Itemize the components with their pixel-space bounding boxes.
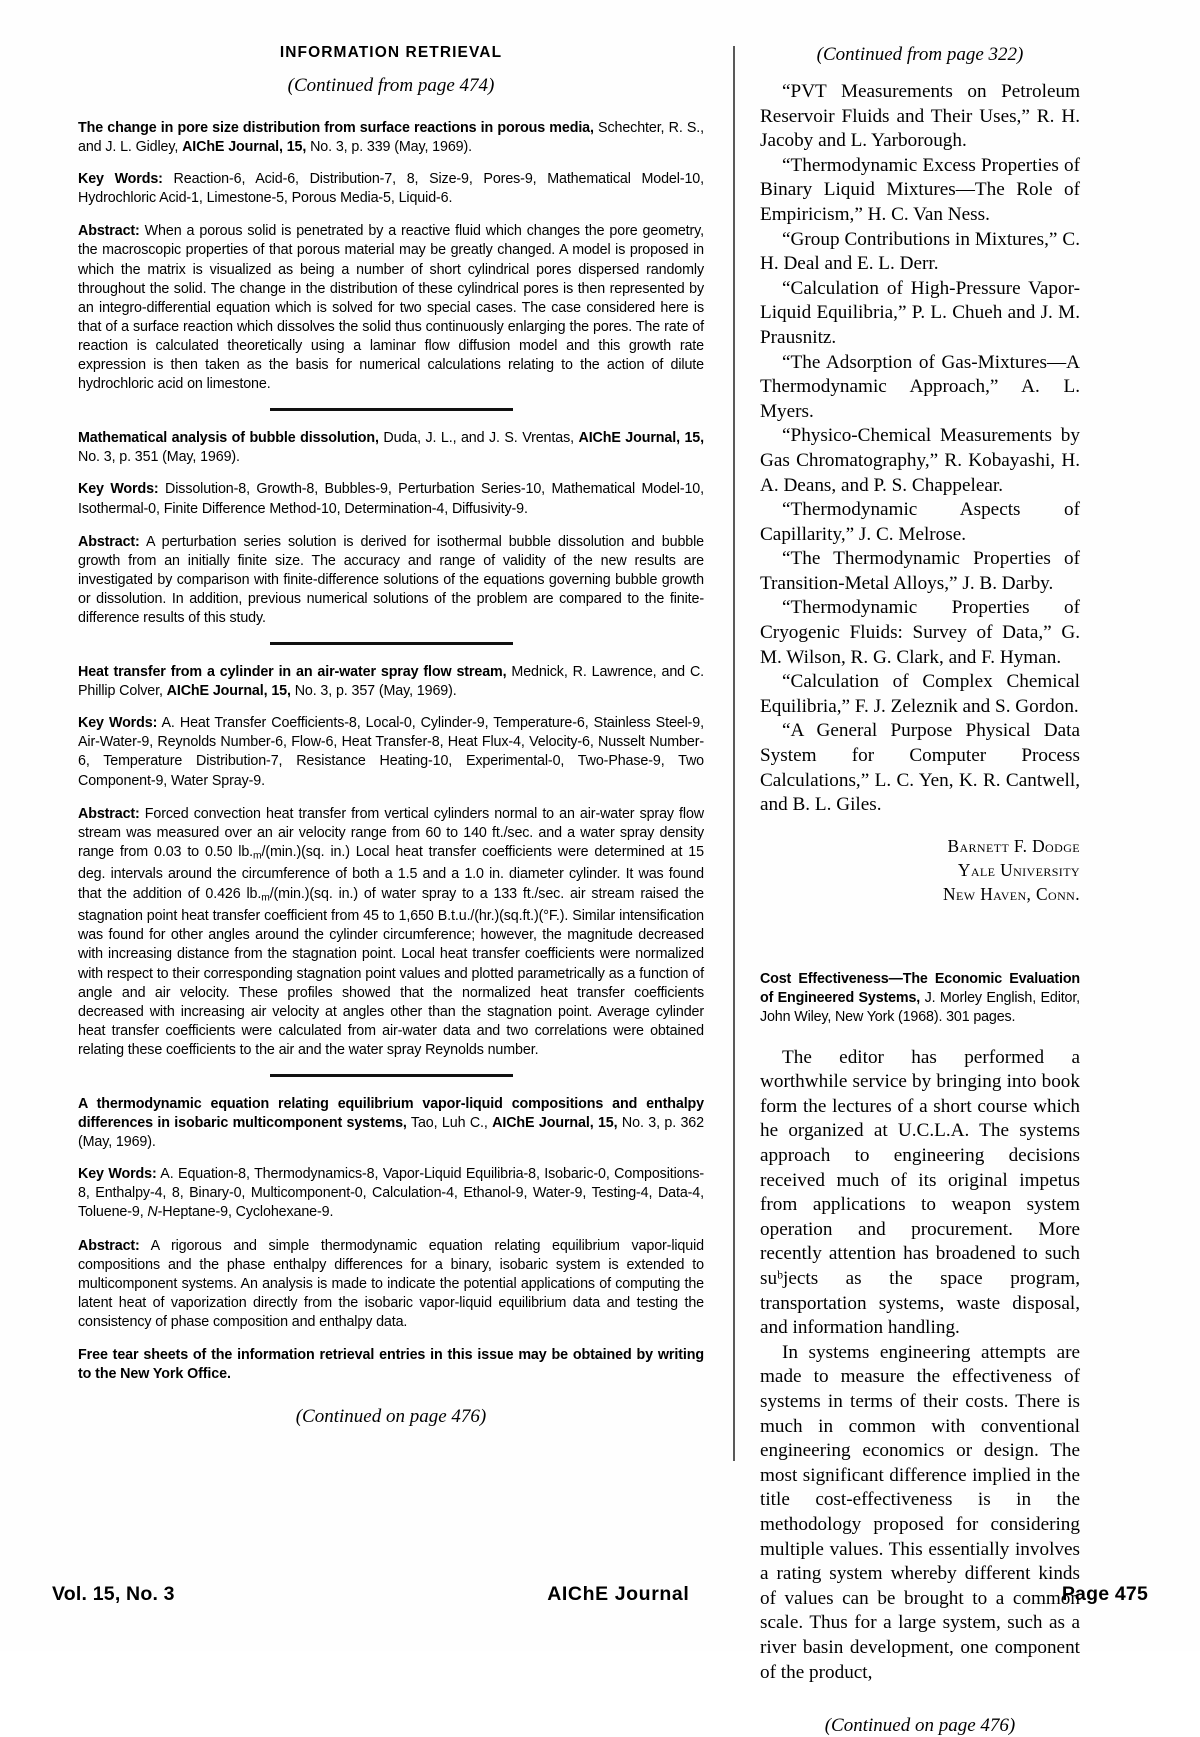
entry-journal: AIChE Journal, 15, bbox=[166, 683, 291, 700]
entry-abstract bbox=[78, 805, 704, 1060]
list-item: “Calculation of Complex Chemical Equilibria,” F. J. Zeleznik and S. Gordon. bbox=[760, 671, 1080, 717]
footer-volume: Vol. 15, No. 3 bbox=[52, 1583, 175, 1605]
abstract-text: A perturbation series solution is derived for isothermal bubble dissolution and bubble growth from an initially finite size. The accuracy and range of validity of the new results are investigated by comparison with finite-difference solutions of the equations governing bubble growth or dissolution. In addition, previous numerical solutions of the problem are compared to the finite-difference results of this study. bbox=[78, 533, 704, 626]
abstract-text-part3: /(min.)(sq. in.) of water spray to a 133 ft./sec. air stream raised the stagnation point heat transfer coefficient from 45 to 1,650 B.t.u./(hr.)(sq.ft.)(°F.). Similar intensification was found for other angles around the cylinder circumference; however, the magnitude decreased with increasing distance from the stagnation point. Local heat transfer coefficients were normalized with respect to their corresponding stagnation point values and plotted parametrically as a function of angle and air velocity. These profiles showed that the normalized heat transfer coefficients decreased with increasing air velocity at angles other than the stagnation point. Average cylinder heat transfer coefficients were calculated from air-water data and two correlations were obtained relating these coefficients to the air and the water spray Reynolds number. bbox=[78, 885, 704, 1058]
abstract-label: Abstract: bbox=[78, 533, 140, 550]
entry-authors: Mednick, R. Lawrence, and C. Phillip Colver, bbox=[78, 664, 704, 700]
continued-from-note: (Continued from page 474) bbox=[287, 75, 495, 96]
abstract-text-part2: /(min.)(sq. in.) Local heat transfer coefficients were determined at 15 deg. intervals around the circumference of both a 1.5 and a 1.0 in. diameter cylinder. It was found that the addition of 0.426 lb. bbox=[78, 843, 704, 902]
entry-issue: No. 3, p. 339 (May, 1969). bbox=[306, 139, 472, 156]
entry-separator-rule bbox=[270, 408, 513, 411]
list-item: “Thermodynamic Aspects of Capillarity,” J. C. Melrose. bbox=[760, 499, 1080, 545]
entry-authors: Schechter, R. S., and J. L. Gidley, bbox=[78, 120, 704, 156]
signature-name: Barnett F. Dodge bbox=[947, 835, 1080, 856]
keywords-label: Key Words: bbox=[78, 481, 159, 498]
review-paragraph: The editor has performed a worthwhile service by bringing into book form the lectures of a short course which he organized at U.C.L.A. The systems approach to engineering decisions received much of its original impetus from applications to weapon system operation and procurement. More recently attention has broadened to such suᵇjects as the space program, transportation systems, waste disposal, and information handling. bbox=[760, 1046, 1080, 1339]
signature-location: New Haven, Conn. bbox=[943, 883, 1080, 904]
column-divider bbox=[733, 46, 735, 1461]
abstract-label: Abstract: bbox=[78, 223, 140, 240]
keywords-label: Key Words: bbox=[78, 715, 158, 732]
entry-issue: No. 3, p. 351 (May, 1969). bbox=[78, 449, 240, 466]
mass-subscript: m bbox=[261, 892, 270, 904]
entry-citation bbox=[78, 663, 704, 701]
entry-citation bbox=[78, 429, 704, 467]
entry-keywords bbox=[78, 1165, 704, 1222]
entry-abstract bbox=[78, 533, 704, 628]
entry-keywords bbox=[78, 480, 704, 518]
continued-on-note-left: (Continued on page 476) bbox=[295, 1406, 487, 1428]
keywords-label: Key Words: bbox=[78, 171, 163, 188]
book-title: Cost Effectiveness—The Economic Evaluation of Engineered Systems, bbox=[760, 970, 1080, 1007]
abstract-label: Abstract: bbox=[78, 1237, 140, 1254]
entry-title: Heat transfer from a cylinder in an air-water spray flow stream, bbox=[78, 664, 507, 681]
abstract-text: When a porous solid is penetrated by a reactive fluid which changes the pore geometry, the macroscopic properties of that porous material may be greatly changed. A model is proposed in which the matrix is visualized as being a number of short cylindrical pores dispersed randomly throughout the solid. The change in the distribution of these cylindrical pores is then represented by an integro-differential equation which is solved for two special cases. The case considered here is that of a surface reaction which dissolves the solid thus continuously enlarging the pores. The rate of reaction is calculated theoretically using a laminar flow diffusion model and this growth rate expression is then taken as the basis for numerical calculations relating to the action of dilute hydrochloric acid on limestone. bbox=[78, 223, 704, 393]
entry-abstract bbox=[78, 222, 704, 394]
tear-sheet-note: Free tear sheets of the information retrieval entries in this issue may be obtained by writing to the New York Office. bbox=[78, 1347, 704, 1383]
entry-authors: Tao, Luh C., bbox=[406, 1115, 493, 1132]
keywords-label: Key Words: bbox=[78, 1166, 157, 1183]
entry-title: The change in pore size distribution from surface reactions in porous media, bbox=[78, 120, 594, 136]
list-item: “A General Purpose Physical Data System for Computer Process Calculations,” L. C. Yen, K. R. Cantwell, and B. L. Giles. bbox=[760, 720, 1080, 816]
entry-issue: No. 3, p. 357 (May, 1969). bbox=[290, 683, 457, 700]
entry-title: Mathematical analysis of bubble dissolution, bbox=[78, 430, 379, 447]
keywords-text: A. Heat Transfer Coefficients-8, Local-0, Cylinder-9, Temperature-6, Stainless Steel-9, Air-Water-9, Reynolds Number-6, Flow-6, Heat Transfer-8, Heat Flux-4, Velocity-6, Nusselt Number-6, Temperature Distribution-7, Resistance Heating-10, Experimental-0, Two-Phase-9, Two Component-9, Water Spray-9. bbox=[78, 715, 704, 789]
review-paragraph: In systems engineering attempts are made to measure the effectiveness of systems in terms of their costs. There is much in common with conventional engineering economics or design. The most significant difference implied in the title cost-effectiveness is in the methodology proposed for considering multiple values. This essentially involves a rating system whereby different kinds of values can be brought to a common scale. Thus for a large system, such as a river basin development, one component of the product, bbox=[760, 1341, 1080, 1683]
footer-journal-name: AIChE Journal bbox=[547, 1583, 690, 1605]
retrieval-entry bbox=[78, 119, 704, 394]
retrieval-entry bbox=[78, 1095, 704, 1332]
abstract-text-part1: Forced convection heat transfer from vertical cylinders normal to an air-water spray flow stream was measured over an air velocity range from 60 to 140 ft./sec. and a water spray density range from 0.03 to 0.50 lb. bbox=[78, 805, 704, 860]
page-footer bbox=[52, 1583, 1148, 1606]
book-review-citation bbox=[760, 970, 1080, 1028]
continued-from-note-right: (Continued from page 322) bbox=[816, 44, 1024, 65]
abstract-text: A rigorous and simple thermodynamic equation relating equilibrium vapor-liquid compositions and the phase enthalpy differences for a binary, isobaric system is extended to multicomponent systems. An analysis is made to indicate the potential applications of computing the latent heat of vaporization directly from the isobaric vapor-liquid equilibrium data and testing the consistency of phase composition and enthalpy data. bbox=[78, 1237, 704, 1330]
list-item: “The Adsorption of Gas-Mixtures—A Thermodynamic Approach,” A. L. Myers. bbox=[760, 351, 1080, 422]
retrieval-entry bbox=[78, 663, 704, 1060]
list-item: “Group Contributions in Mixtures,” C. H. Deal and E. L. Derr. bbox=[760, 228, 1080, 275]
book-publication-info: J. Morley English, Editor, John Wiley, New York (1968). 301 pages. bbox=[760, 990, 1080, 1026]
entry-citation bbox=[78, 119, 704, 157]
entry-journal: AIChE Journal, 15, bbox=[492, 1115, 618, 1132]
continued-on-note-right: (Continued on page 476) bbox=[824, 1715, 1016, 1737]
list-item: “Thermodynamic Properties of Cryogenic Fluids: Survey of Data,” G. M. Wilson, R. G. Clark, and F. Hyman. bbox=[760, 597, 1080, 668]
entry-journal: AIChE Journal, 15, bbox=[182, 139, 307, 156]
footer-page-number: Page 475 bbox=[1061, 1583, 1148, 1605]
list-item: “Physico-Chemical Measurements by Gas Chromatography,” R. Kobayashi, H. A. Deans, and P. S. Chappelear. bbox=[760, 425, 1080, 496]
right-column bbox=[760, 44, 1080, 1737]
entry-abstract bbox=[78, 1237, 704, 1332]
paper-listing-list bbox=[760, 80, 1080, 818]
list-item: “PVT Measurements on Petroleum Reservoir Fluids and Their Uses,” R. H. Jacoby and L. Yarborough. bbox=[760, 81, 1080, 152]
keywords-text-part1: A. Equation-8, Thermodynamics-8, Vapor-Liquid Equilibria-8, Isobaric-0, Compositions-8, Enthalpy-4, 8, Binary-0, Multicomponent-0, Calculation-4, Ethanol-9, Water-9, Testing-4, Data-4, Toluene-9, bbox=[78, 1166, 704, 1221]
page-title: INFORMATION RETRIEVAL bbox=[279, 44, 503, 61]
left-column bbox=[78, 44, 704, 1428]
entry-authors: Duda, J. L., and J. S. Vrentas, bbox=[378, 430, 579, 447]
list-item: “Thermodynamic Excess Properties of Binary Liquid Mixtures—The Role of Empiricism,” H. C. Van Ness. bbox=[760, 154, 1080, 225]
list-item: “Calculation of High-Pressure Vapor-Liquid Equilibria,” P. L. Chueh and J. M. Prausnitz. bbox=[760, 277, 1080, 348]
keywords-text-part2: -Heptane-9, Cyclohexane-9. bbox=[157, 1204, 334, 1221]
list-item: “The Thermodynamic Properties of Transition-Metal Alloys,” J. B. Darby. bbox=[760, 548, 1080, 594]
entry-keywords bbox=[78, 714, 704, 790]
entry-title: A thermodynamic equation relating equilibrium vapor-liquid compositions and enthalpy differences in isobaric multicomponent systems, bbox=[78, 1095, 704, 1132]
entry-journal: AIChE Journal, 15, bbox=[578, 430, 704, 447]
mass-subscript: m bbox=[253, 850, 262, 862]
retrieval-entry bbox=[78, 429, 704, 628]
entry-citation bbox=[78, 1095, 704, 1152]
keywords-text: Reaction-6, Acid-6, Distribution-7, 8, Size-9, Pores-9, Mathematical Model-10, Hydrochloric Acid-1, Limestone-5, Porous Media-5, Liquid-6. bbox=[78, 171, 704, 207]
entry-issue: No. 3, p. 362 (May, 1969). bbox=[78, 1115, 704, 1151]
entry-separator-rule bbox=[270, 1074, 513, 1077]
entry-keywords bbox=[78, 170, 704, 208]
signature-affiliation: Yale University bbox=[957, 859, 1080, 880]
abstract-label: Abstract: bbox=[78, 805, 140, 822]
entry-separator-rule bbox=[270, 642, 513, 645]
signature-block bbox=[760, 834, 1080, 906]
keywords-italic-n: N bbox=[147, 1204, 158, 1221]
keywords-text: Dissolution-8, Growth-8, Bubbles-9, Perturbation Series-10, Mathematical Model-10, Isothermal-0, Finite Difference Method-10, Determination-4, Diffusivity-9. bbox=[78, 481, 704, 517]
